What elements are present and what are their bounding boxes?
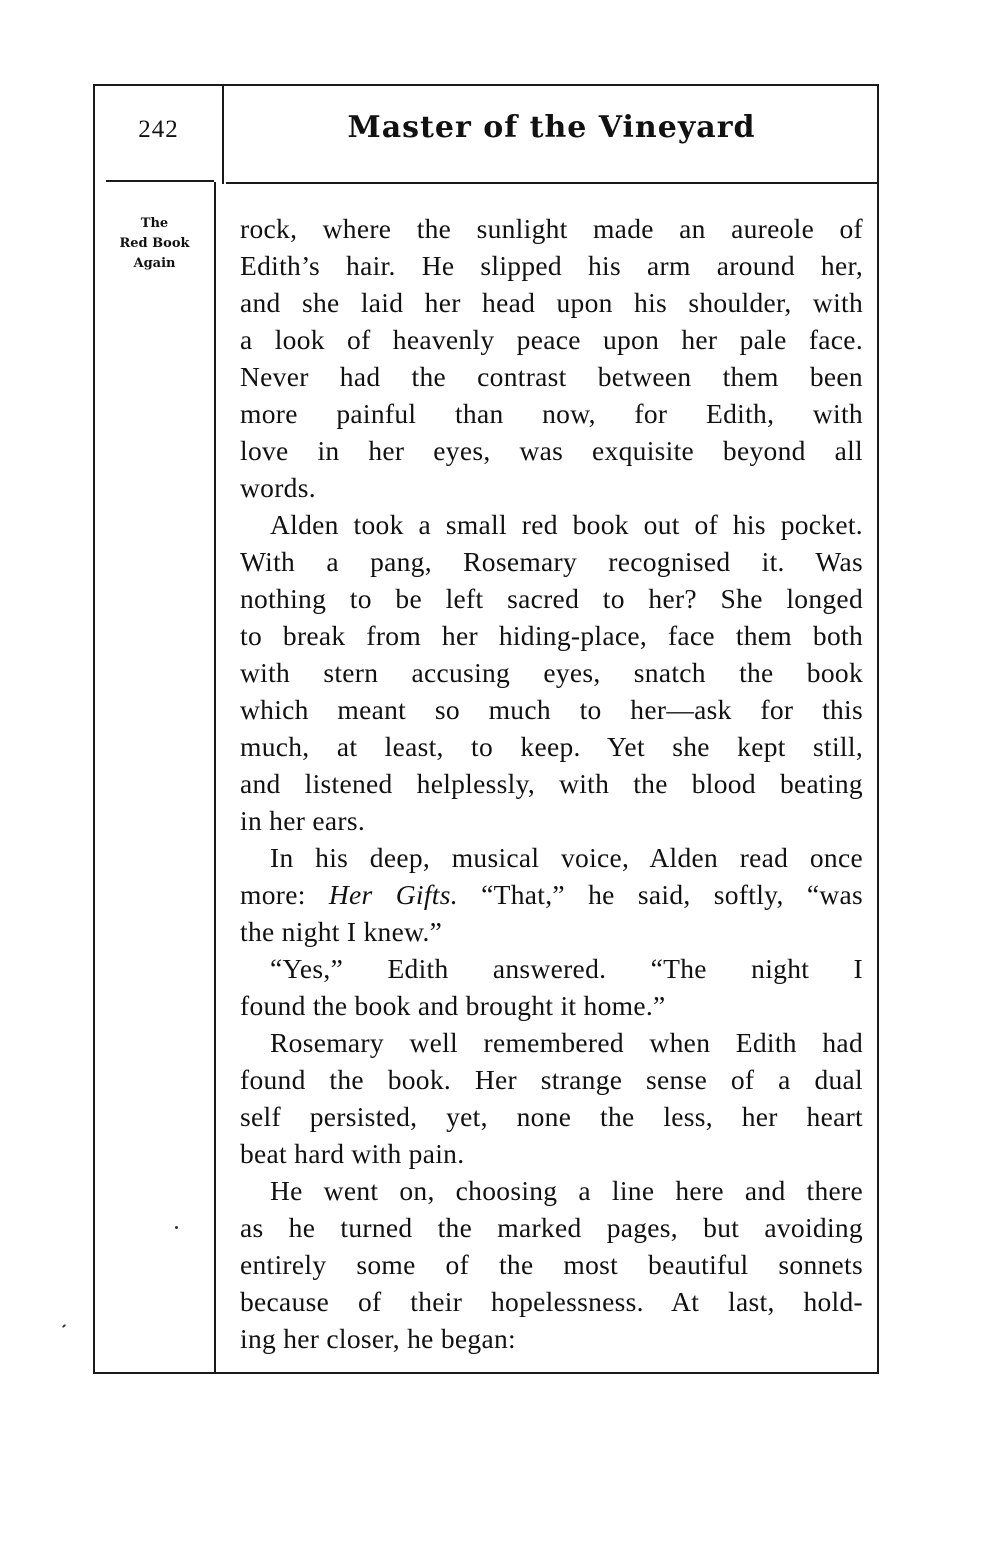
text-line: “Yes,” Edith answered. “The night I — [270, 953, 863, 984]
text-line: because of their hopelessness. At last, hold- — [240, 1286, 863, 1317]
text-line: love in her eyes, was exquisite beyond all — [240, 435, 863, 466]
text-line: ing her closer, he began: — [240, 1323, 516, 1354]
text-line: as he turned the marked pages, but avoiding — [240, 1212, 863, 1243]
text-line: to break from her hiding-place, face them both — [240, 620, 863, 651]
paragraph — [240, 1024, 863, 1172]
text-line: In his deep, musical voice, Alden read once — [270, 842, 863, 873]
text-line: words. — [240, 472, 316, 503]
text-line: Never had the contrast between them been — [240, 361, 863, 392]
body-text — [240, 210, 863, 1357]
text-line: Alden took a small red book out of his pocket. — [270, 509, 863, 540]
text-line: Rosemary well remembered when Edith had — [270, 1027, 863, 1058]
paragraph — [240, 210, 863, 506]
paragraph — [240, 1172, 863, 1357]
text-line: rock, where the sunlight made an aureole of — [240, 213, 863, 244]
text-line: With a pang, Rosemary recognised it. Was — [240, 546, 863, 577]
text-span: “That,” he said, softly, “was — [457, 879, 864, 910]
header-rule-left — [106, 180, 214, 182]
paragraph — [240, 950, 863, 1024]
text-line: self persisted, yet, none the less, her heart — [240, 1101, 863, 1132]
text-line: in her ears. — [240, 805, 365, 836]
running-title: Master of the Vineyard — [347, 110, 756, 145]
text-line: and she laid her head upon his shoulder, with — [240, 287, 863, 318]
text-line: more painful than now, for Edith, with — [240, 398, 863, 429]
text-line: nothing to be left sacred to her? She longed — [240, 583, 863, 614]
text-line: much, at least, to keep. Yet she kept still, — [240, 731, 863, 762]
margin-note — [95, 214, 214, 274]
margin-note-line: Again — [133, 256, 176, 271]
margin-note-line: The — [140, 216, 169, 231]
margin-divider-vertical — [214, 182, 216, 1374]
ink-speck — [175, 1226, 178, 1229]
text-line: the night I knew.” — [240, 916, 443, 947]
text-line: found the book. Her strange sense of a dual — [240, 1064, 863, 1095]
text-span: more: — [240, 879, 329, 910]
text-line: entirely some of the most beautiful sonnets — [240, 1249, 863, 1280]
book-title-italic: Her Gifts. — [328, 879, 458, 910]
paragraph — [240, 506, 863, 839]
header-rule-right — [226, 182, 879, 184]
paragraph — [240, 839, 863, 950]
page-frame — [93, 84, 879, 1374]
ink-speck — [62, 1324, 66, 1328]
text-line: found the book and brought it home.” — [240, 990, 666, 1021]
text-line: with stern accusing eyes, snatch the book — [240, 657, 863, 688]
text-line: He went on, choosing a line here and there — [270, 1175, 863, 1206]
text-line: and listened helplessly, with the blood beating — [240, 768, 863, 799]
page-number: 242 — [138, 116, 179, 143]
text-line: beat hard with pain. — [240, 1138, 465, 1169]
text-line — [240, 876, 863, 913]
margin-note-line: Red Book — [119, 236, 190, 251]
text-line: which meant so much to her—ask for this — [240, 694, 863, 725]
text-line: Edith’s hair. He slipped his arm around her, — [240, 250, 863, 281]
text-line: a look of heavenly peace upon her pale face. — [240, 324, 863, 355]
